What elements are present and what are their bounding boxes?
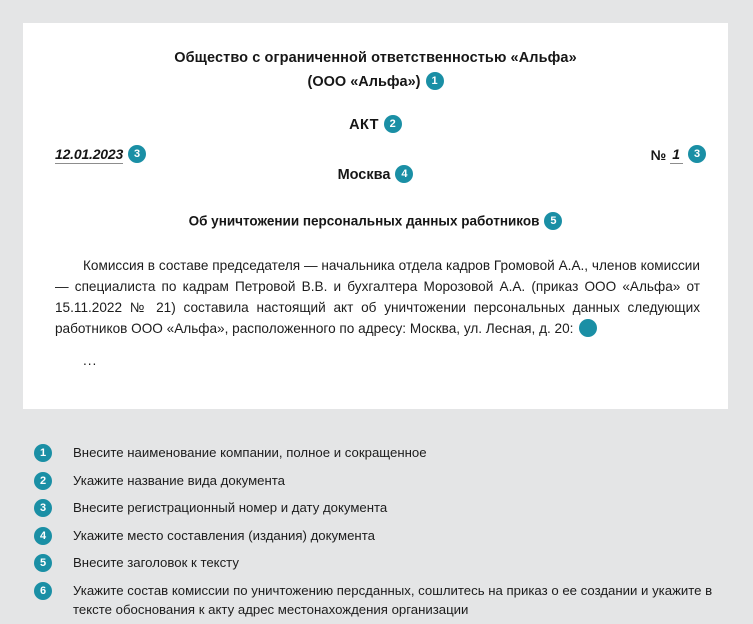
annotation-badge-2: 2 bbox=[384, 115, 402, 133]
legend-item bbox=[34, 526, 724, 546]
organization-short-name-line bbox=[23, 73, 728, 91]
organization-full-name-line bbox=[23, 50, 728, 66]
legend-badge-icon: 6 bbox=[34, 582, 52, 600]
document-number-label: № bbox=[650, 147, 667, 163]
legend-item-label: Укажите название вида документа bbox=[73, 472, 285, 488]
organization-short-name: (ООО «Альфа») bbox=[307, 73, 421, 90]
legend-list bbox=[34, 443, 724, 620]
document-subject: Об уничтожении персональных данных работников bbox=[188, 213, 540, 229]
document-card bbox=[23, 23, 728, 409]
legend-item bbox=[34, 498, 724, 518]
legend-item-label: Укажите место составления (издания) документа bbox=[73, 527, 375, 543]
annotation-badge-5: 5 bbox=[544, 212, 562, 230]
document-number-group bbox=[651, 146, 706, 164]
document-continuation: ... bbox=[83, 353, 98, 368]
document-city-line bbox=[23, 166, 728, 184]
legend-badge-icon: 5 bbox=[34, 554, 52, 572]
legend-badge-icon: 1 bbox=[34, 444, 52, 462]
legend-item bbox=[34, 471, 724, 491]
legend-item bbox=[34, 581, 724, 620]
legend-badge-icon: 4 bbox=[34, 527, 52, 545]
annotation-badge-3-number: 3 bbox=[688, 145, 706, 163]
document-subject-line bbox=[23, 213, 728, 231]
document-type-line bbox=[23, 116, 728, 134]
document-city: Москва bbox=[337, 166, 391, 183]
annotation-badge-1: 1 bbox=[426, 72, 444, 90]
legend-item-label: Внесите заголовок к тексту bbox=[73, 555, 239, 570]
document-paragraph-text: Комиссия в составе председателя — начальника отдела кадров Громовой А.А., членов комиссии — специалиста по кадрам Петровой В.В. и бухгалтера Морозовой А.А. (приказ ООО «Альфа» от 15.11.2022 № 21) составила настоящий акт об уничтожении персональных данных следующих работников ООО «Альфа», расположенного по адресу: Москва, ул. Лесная, д. 20: bbox=[55, 258, 700, 336]
document-meta-row bbox=[55, 146, 706, 168]
annotation-badge-3-date: 3 bbox=[128, 145, 146, 163]
legend-badge-icon: 3 bbox=[34, 499, 52, 517]
legend-badge-icon: 2 bbox=[34, 472, 52, 490]
document-date-group bbox=[55, 146, 146, 164]
legend-item-label: Внесите регистрационный номер и дату документа bbox=[73, 500, 388, 515]
legend-item-label: Внесите наименование компании, полное и сокращенное bbox=[73, 445, 427, 460]
annotation-badge-4: 4 bbox=[395, 165, 413, 183]
annotation-badge-6: 6 bbox=[579, 319, 597, 337]
document-number-value: 1 bbox=[670, 146, 683, 164]
document-type-label: АКТ bbox=[349, 116, 379, 133]
legend-item-label: Укажите состав комиссии по уничтожению персданных, сошлитесь на приказ о ее создании и укажите в тексте обоснования к акту адрес местонахождения организации bbox=[73, 582, 713, 617]
legend-item bbox=[34, 443, 724, 463]
document-text-block bbox=[55, 255, 700, 371]
legend-item bbox=[34, 553, 724, 573]
document-date-value: 12.01.2023 bbox=[55, 146, 124, 162]
organization-full-name: Общество с ограниченной ответственностью «Альфа» bbox=[174, 50, 577, 66]
document-body bbox=[23, 23, 728, 409]
document-paragraph bbox=[55, 255, 700, 339]
